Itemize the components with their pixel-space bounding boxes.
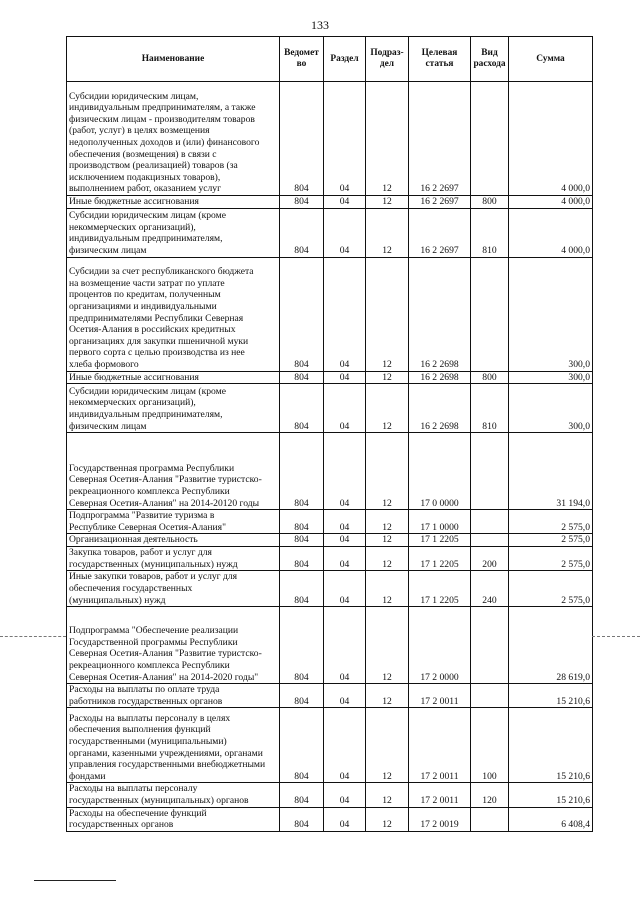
row-expense-type: 800 <box>471 196 509 209</box>
row-amount: 4 000,0 <box>509 82 593 196</box>
row-name: Субсидии за счет республиканского бюджета на возмещение части затрат по уплате процентов по кредитам, полученным организациями и индивидуальными предпринимателями Республики Северная Осетия-Алания в российских кредитных организациях для закупки пшеничной муки первого сорта с целью производства из нее хлеба формового <box>67 257 280 371</box>
row-subsection: 12 <box>366 807 409 831</box>
row-subsection: 12 <box>366 208 409 257</box>
row-expense-type: 800 <box>471 371 509 384</box>
row-amount: 2 575,0 <box>509 546 593 570</box>
row-name: Расходы на обеспечение функций государственных органов <box>67 807 280 831</box>
table-row <box>67 607 593 684</box>
table-row <box>67 684 593 708</box>
row-subsection: 12 <box>366 546 409 570</box>
row-amount: 31 194,0 <box>509 433 593 510</box>
row-section: 04 <box>324 384 366 433</box>
page-number: 133 <box>311 18 329 32</box>
row-amount: 6 408,4 <box>509 807 593 831</box>
row-expense-type: 240 <box>471 571 509 607</box>
row-ministry: 804 <box>280 783 324 807</box>
budget-table <box>66 36 593 832</box>
row-target-article: 17 2 0019 <box>409 807 471 831</box>
row-expense-type <box>471 510 509 534</box>
row-target-article: 17 2 0011 <box>409 684 471 708</box>
row-section: 04 <box>324 571 366 607</box>
table-row <box>67 208 593 257</box>
row-expense-type <box>471 433 509 510</box>
row-target-article: 16 2 2697 <box>409 82 471 196</box>
header-expense-type: Вид расхода <box>471 37 509 82</box>
row-target-article: 17 1 2205 <box>409 534 471 547</box>
row-amount: 15 210,6 <box>509 783 593 807</box>
row-amount: 300,0 <box>509 384 593 433</box>
row-name: Субсидии юридическим лицам (кроме некоммерческих организаций), индивидуальным предпринимателям, физическим лицам <box>67 384 280 433</box>
table-header <box>67 37 593 82</box>
row-section: 04 <box>324 510 366 534</box>
row-ministry: 804 <box>280 684 324 708</box>
row-subsection: 12 <box>366 783 409 807</box>
row-name: Расходы на выплаты персоналу государственных (муниципальных) органов <box>67 783 280 807</box>
row-amount: 300,0 <box>509 371 593 384</box>
header-target-article: Целевая статья <box>409 37 471 82</box>
row-ministry: 804 <box>280 708 324 783</box>
row-section: 04 <box>324 208 366 257</box>
row-amount: 28 619,0 <box>509 607 593 684</box>
row-amount: 15 210,6 <box>509 684 593 708</box>
row-target-article: 16 2 2697 <box>409 196 471 209</box>
row-target-article: 17 2 0011 <box>409 708 471 783</box>
header-name: Наименование <box>67 37 280 82</box>
row-subsection: 12 <box>366 257 409 371</box>
row-amount: 4 000,0 <box>509 208 593 257</box>
row-section: 04 <box>324 708 366 783</box>
row-ministry: 804 <box>280 534 324 547</box>
row-ministry: 804 <box>280 208 324 257</box>
row-amount: 15 210,6 <box>509 708 593 783</box>
header-subsection: Подраз- дел <box>366 37 409 82</box>
table-row <box>67 783 593 807</box>
row-amount: 2 575,0 <box>509 571 593 607</box>
row-section: 04 <box>324 433 366 510</box>
row-expense-type <box>471 684 509 708</box>
row-section: 04 <box>324 807 366 831</box>
row-ministry: 804 <box>280 546 324 570</box>
table-row <box>67 534 593 547</box>
row-ministry: 804 <box>280 82 324 196</box>
row-name: Иные закупки товаров, работ и услуг для обеспечения государственных (муниципальных) нужд <box>67 571 280 607</box>
row-section: 04 <box>324 371 366 384</box>
row-name: Расходы на выплаты персоналу в целях обеспечения выполнения функций государственными (муниципальными) органами, казенными учреждениями, органами управления государственными внебюджетными фондами <box>67 708 280 783</box>
row-target-article: 16 2 2698 <box>409 384 471 433</box>
table-row <box>67 257 593 371</box>
table-row <box>67 196 593 209</box>
row-name: Закупка товаров, работ и услуг для государственных (муниципальных) нужд <box>67 546 280 570</box>
row-name: Иные бюджетные ассигнования <box>67 196 280 209</box>
row-subsection: 12 <box>366 510 409 534</box>
row-expense-type: 120 <box>471 783 509 807</box>
row-ministry: 804 <box>280 371 324 384</box>
row-amount: 4 000,0 <box>509 196 593 209</box>
row-ministry: 804 <box>280 257 324 371</box>
row-section: 04 <box>324 546 366 570</box>
row-subsection: 12 <box>366 371 409 384</box>
row-expense-type <box>471 257 509 371</box>
row-subsection: 12 <box>366 534 409 547</box>
row-subsection: 12 <box>366 571 409 607</box>
row-target-article: 16 2 2698 <box>409 257 471 371</box>
row-name: Подпрограмма "Развитие туризма в Республике Северная Осетия-Алания" <box>67 510 280 534</box>
row-section: 04 <box>324 196 366 209</box>
table-row <box>67 571 593 607</box>
table-row <box>67 708 593 783</box>
row-section: 04 <box>324 684 366 708</box>
row-amount: 2 575,0 <box>509 510 593 534</box>
header-ministry: Ведомет во <box>280 37 324 82</box>
row-subsection: 12 <box>366 196 409 209</box>
row-amount: 2 575,0 <box>509 534 593 547</box>
table-row <box>67 433 593 510</box>
row-expense-type <box>471 607 509 684</box>
row-target-article: 17 2 0000 <box>409 607 471 684</box>
row-section: 04 <box>324 257 366 371</box>
header-amount: Сумма <box>509 37 593 82</box>
table-row <box>67 807 593 831</box>
row-target-article: 17 0 0000 <box>409 433 471 510</box>
row-ministry: 804 <box>280 807 324 831</box>
row-expense-type: 810 <box>471 208 509 257</box>
table-row <box>67 510 593 534</box>
row-amount: 300,0 <box>509 257 593 371</box>
row-ministry: 804 <box>280 607 324 684</box>
table-row <box>67 384 593 433</box>
row-target-article: 16 2 2697 <box>409 208 471 257</box>
row-target-article: 17 1 2205 <box>409 546 471 570</box>
row-target-article: 17 1 2205 <box>409 571 471 607</box>
row-ministry: 804 <box>280 571 324 607</box>
row-name: Иные бюджетные ассигнования <box>67 371 280 384</box>
row-name: Субсидии юридическим лицам, индивидуальным предпринимателям, а также физическим лицам - производителям товаров (работ, услуг) в целях возмещения недополученных доходов и (или) финансового обеспечения (возмещения) в связи с производством (реализацией) товаров (за исключением подакцизных товаров), выполнением работ, оказанием услуг <box>67 82 280 196</box>
row-name: Подпрограмма "Обеспечение реализации Государственной программы Республики Северная Осетия-Алания "Развитие туристско- рекреационного комплекса Республики Северная Осетия-Алания" на 2014-2020 годы" <box>67 607 280 684</box>
row-subsection: 12 <box>366 684 409 708</box>
row-expense-type <box>471 534 509 547</box>
row-expense-type: 100 <box>471 708 509 783</box>
row-subsection: 12 <box>366 607 409 684</box>
row-target-article: 16 2 2698 <box>409 371 471 384</box>
row-subsection: 12 <box>366 384 409 433</box>
table-body <box>67 82 593 832</box>
row-ministry: 804 <box>280 196 324 209</box>
row-name: Государственная программа Республики Северная Осетия-Алания "Развитие туристско- рекреационного комплекса Республики Северная Осетия-Алания" на 2014-20120 годы <box>67 433 280 510</box>
row-name: Расходы на выплаты по оплате труда работников государственных органов <box>67 684 280 708</box>
row-subsection: 12 <box>366 708 409 783</box>
row-ministry: 804 <box>280 510 324 534</box>
scan-dashed-line-right <box>592 636 640 637</box>
row-expense-type <box>471 82 509 196</box>
table-row <box>67 371 593 384</box>
header-section: Раздел <box>324 37 366 82</box>
row-subsection: 12 <box>366 82 409 196</box>
row-ministry: 804 <box>280 384 324 433</box>
row-section: 04 <box>324 607 366 684</box>
row-expense-type: 810 <box>471 384 509 433</box>
row-subsection: 12 <box>366 433 409 510</box>
row-target-article: 17 2 0011 <box>409 783 471 807</box>
row-expense-type <box>471 807 509 831</box>
row-target-article: 17 1 0000 <box>409 510 471 534</box>
row-section: 04 <box>324 783 366 807</box>
footnote-rule <box>34 880 116 881</box>
row-name: Субсидии юридическим лицам (кроме некоммерческих организаций), индивидуальным предпринимателям, физическим лицам <box>67 208 280 257</box>
table-row <box>67 82 593 196</box>
table-row <box>67 546 593 570</box>
row-name: Организационная деятельность <box>67 534 280 547</box>
row-section: 04 <box>324 534 366 547</box>
row-section: 04 <box>324 82 366 196</box>
row-ministry: 804 <box>280 433 324 510</box>
scan-dashed-line-left <box>0 636 66 637</box>
row-expense-type: 200 <box>471 546 509 570</box>
